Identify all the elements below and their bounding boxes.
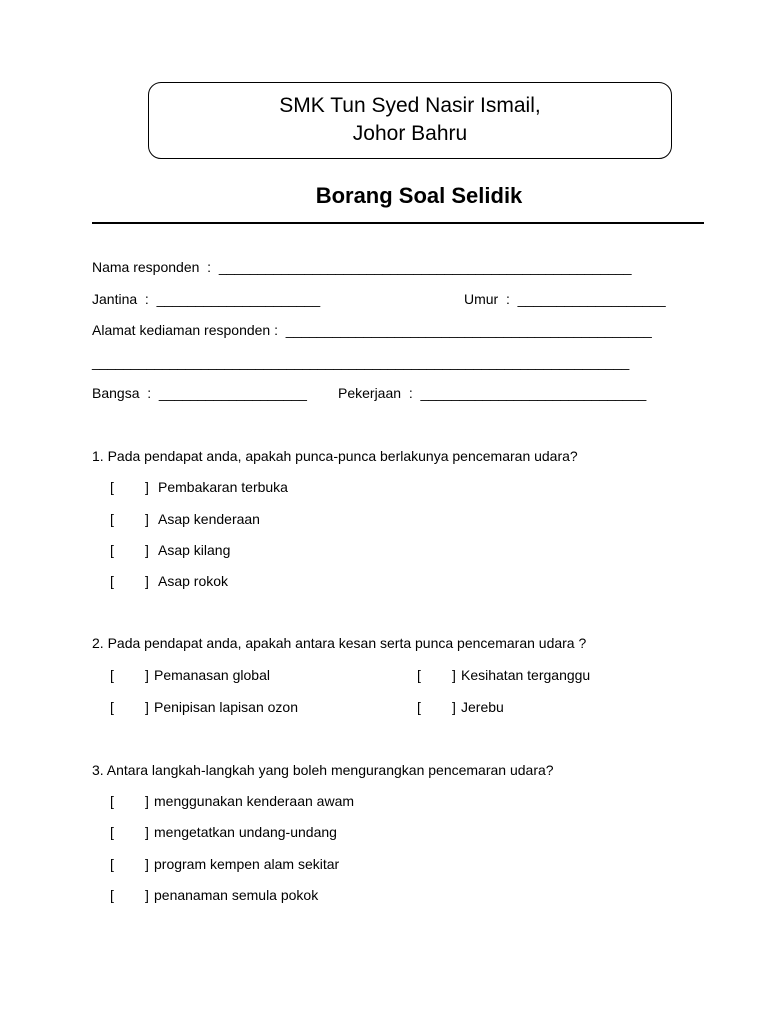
checkbox-q2-option3[interactable]: [ ] — [110, 699, 149, 715]
checkbox-q2-option4[interactable]: [ ] — [417, 699, 456, 715]
question-2: 2. Pada pendapat anda, apakah antara kesan serta punca pencemaran udara ? — [92, 635, 587, 651]
q1-option2-label: Asap kenderaan — [158, 511, 260, 527]
q1-option4-label: Asap rokok — [158, 573, 229, 589]
field-bangsa[interactable]: Bangsa : ___________________ — [92, 385, 307, 401]
field-alamat[interactable]: Alamat kediaman responden : _______________________________________________ — [92, 322, 652, 338]
school-name: SMK Tun Syed Nasir Ismail, — [279, 94, 541, 117]
checkbox-q3-option3[interactable]: [ ] — [110, 856, 149, 872]
q2-option4-label: Jerebu — [461, 699, 504, 715]
q2-option3-label: Penipisan lapisan ozon — [154, 699, 298, 715]
q3-option1-label: menggunakan kenderaan awam — [154, 793, 355, 809]
checkbox-q1-option1[interactable]: [ ] — [110, 479, 149, 495]
q2-option2-label: Kesihatan terganggu — [461, 667, 591, 683]
checkbox-q3-option4[interactable]: [ ] — [110, 887, 149, 903]
checkbox-q2-option2[interactable]: [ ] — [417, 667, 456, 683]
field-pekerjaan[interactable]: Pekerjaan : _____________________________ — [338, 385, 647, 401]
question-3: 3. Antara langkah-langkah yang boleh mengurangkan pencemaran udara? — [92, 762, 554, 778]
q3-option4-label: penanaman semula pokok — [154, 887, 319, 903]
field-nama-responden[interactable]: Nama responden : _____________________________________________________ — [92, 259, 632, 275]
checkbox-q1-option3[interactable]: [ ] — [110, 542, 149, 558]
school-location: Johor Bahru — [352, 122, 468, 145]
field-jantina[interactable]: Jantina : _____________________ — [92, 291, 321, 307]
checkbox-q3-option1[interactable]: [ ] — [110, 793, 149, 809]
checkbox-q2-option1[interactable]: [ ] — [110, 667, 149, 683]
q3-option2-label: mengetatkan undang-undang — [154, 824, 337, 840]
checkbox-q1-option4[interactable]: [ ] — [110, 573, 149, 589]
title-divider — [92, 222, 704, 224]
question-1: 1. Pada pendapat anda, apakah punca-punca berlakunya pencemaran udara? — [92, 448, 578, 464]
q1-option3-label: Asap kilang — [158, 542, 231, 558]
checkbox-q3-option2[interactable]: [ ] — [110, 824, 149, 840]
form-title: Borang Soal Selidik — [315, 183, 523, 208]
field-alamat-continued[interactable]: _____________________________________________________________________ — [92, 354, 630, 370]
field-umur[interactable]: Umur : ___________________ — [464, 291, 666, 307]
q1-option1-label: Pembakaran terbuka — [158, 479, 288, 495]
checkbox-q1-option2[interactable]: [ ] — [110, 511, 149, 527]
q3-option3-label: program kempen alam sekitar — [154, 856, 340, 872]
q2-option1-label: Pemanasan global — [154, 667, 270, 683]
